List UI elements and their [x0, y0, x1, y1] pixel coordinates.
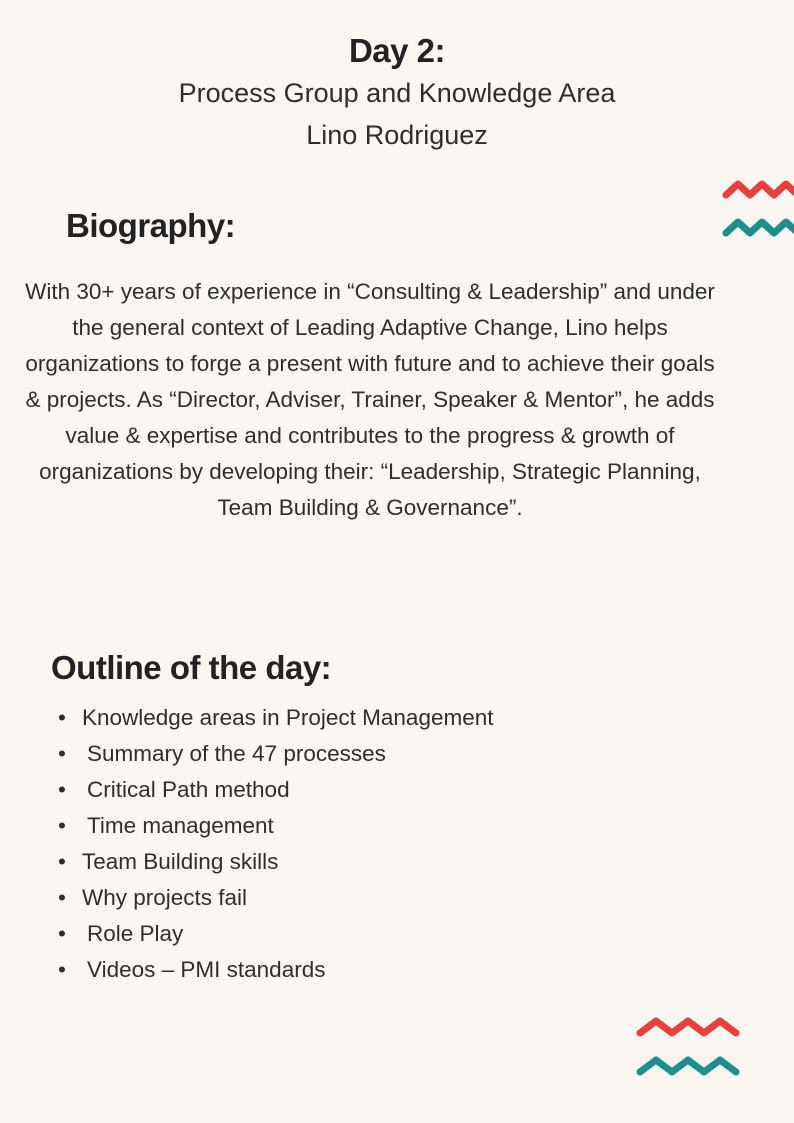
- bullet-icon: •: [58, 705, 66, 730]
- list-item-label: Why projects fail: [82, 885, 248, 910]
- session-topic: Process Group and Knowledge Area: [178, 78, 616, 108]
- zigzag-red-line: [726, 184, 794, 195]
- bullet-icon: •: [58, 849, 66, 874]
- page-header: [0, 30, 794, 156]
- biography-heading: Biography:: [66, 207, 236, 244]
- outline-heading: Outline of the day:: [51, 649, 332, 686]
- list-item: [58, 736, 494, 772]
- zigzag-red-line: [640, 1021, 736, 1033]
- bullet-icon: •: [58, 885, 66, 910]
- list-item: [58, 700, 494, 736]
- list-item-label: Time management: [87, 813, 274, 838]
- zigzag-teal-line: [726, 222, 794, 233]
- bullet-icon: •: [58, 777, 66, 802]
- list-item: [58, 952, 494, 988]
- list-item: [58, 916, 494, 952]
- outline-list: [58, 700, 494, 988]
- zigzag-icon: [722, 178, 794, 240]
- list-item-label: Knowledge areas in Project Management: [82, 705, 494, 730]
- list-item-label: Team Building skills: [82, 849, 279, 874]
- zigzag-icon: [634, 1014, 744, 1080]
- list-item: [58, 880, 494, 916]
- list-item: [58, 808, 494, 844]
- bullet-icon: •: [58, 957, 66, 982]
- bullet-icon: •: [58, 741, 66, 766]
- bullet-icon: •: [58, 813, 66, 838]
- list-item-label: Role Play: [87, 921, 184, 946]
- list-item: [58, 844, 494, 880]
- speaker-name: Lino Rodriguez: [306, 120, 488, 150]
- list-item-label: Summary of the 47 processes: [87, 741, 386, 766]
- biography-text: With 30+ years of experience in “Consulting & Leadership” and under the general context of Leading Adaptive Change, Lino helps organizations to forge a present with future and to achieve their goals & projects. As “Director, Adviser, Trainer, Speaker & Mentor”, he adds value & expertise and contributes to the progress & growth of organizations by developing their: “Leadership, Strategic Planning, Team Building & Governance”.: [25, 279, 715, 520]
- bullet-icon: •: [58, 921, 66, 946]
- list-item-label: Videos – PMI standards: [87, 957, 326, 982]
- list-item-label: Critical Path method: [87, 777, 290, 802]
- zigzag-teal-line: [640, 1060, 736, 1072]
- list-item: [58, 772, 494, 808]
- day-title: Day 2:: [348, 32, 446, 69]
